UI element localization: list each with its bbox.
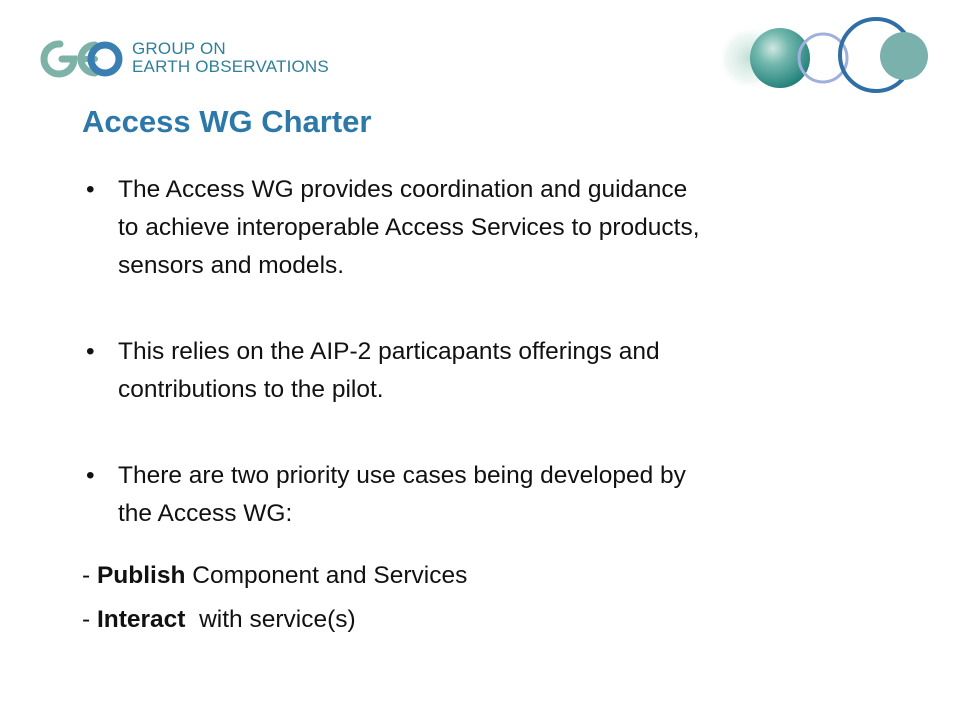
use-case-publish [82, 554, 882, 598]
organization-name [132, 40, 329, 76]
geo-logo [38, 36, 329, 86]
use-case-publish-text: Component and Services [185, 562, 468, 589]
bullet-item-access-wg-guidance [82, 171, 902, 285]
use-case-list [82, 554, 882, 642]
use-case-interact-text: with service(s) [185, 606, 356, 633]
bullet-1-line-3: sensors and models. [118, 252, 345, 279]
use-case-interact-prefix: - [82, 606, 97, 633]
bullet-1-line-2: to achieve interoperable Access Services to products, [118, 214, 700, 241]
organization-name-line-2: EARTH OBSERVATIONS [132, 57, 329, 76]
bullet-item-priority-use-cases [82, 457, 902, 533]
bullet-3-line-2: the Access WG: [118, 500, 293, 527]
organization-name-line-1: GROUP ON [132, 39, 226, 58]
bullet-1-line-1: The Access WG provides coordination and guidance [118, 176, 688, 203]
geo-logo-mark [38, 36, 124, 82]
bullet-2-line-2: contributions to the pilot. [118, 376, 384, 403]
bullet-item-aip-2-participants [82, 333, 902, 409]
use-case-publish-prefix: - [82, 562, 97, 589]
teal-circle [750, 28, 810, 88]
use-case-interact-emphasis: Interact [96, 606, 186, 633]
solid-teal-circle [880, 32, 928, 80]
use-case-interact [82, 598, 882, 642]
use-case-publish-emphasis: Publish [96, 562, 186, 589]
bullet-2-line-1: This relies on the AIP-2 particapants offerings and [118, 338, 660, 365]
slide-title: Access WG Charter [82, 104, 372, 139]
bullet-3-line-1: There are two priority use cases being developed by [118, 462, 686, 489]
decorative-circles [722, 10, 944, 120]
bullet-list [82, 171, 902, 533]
